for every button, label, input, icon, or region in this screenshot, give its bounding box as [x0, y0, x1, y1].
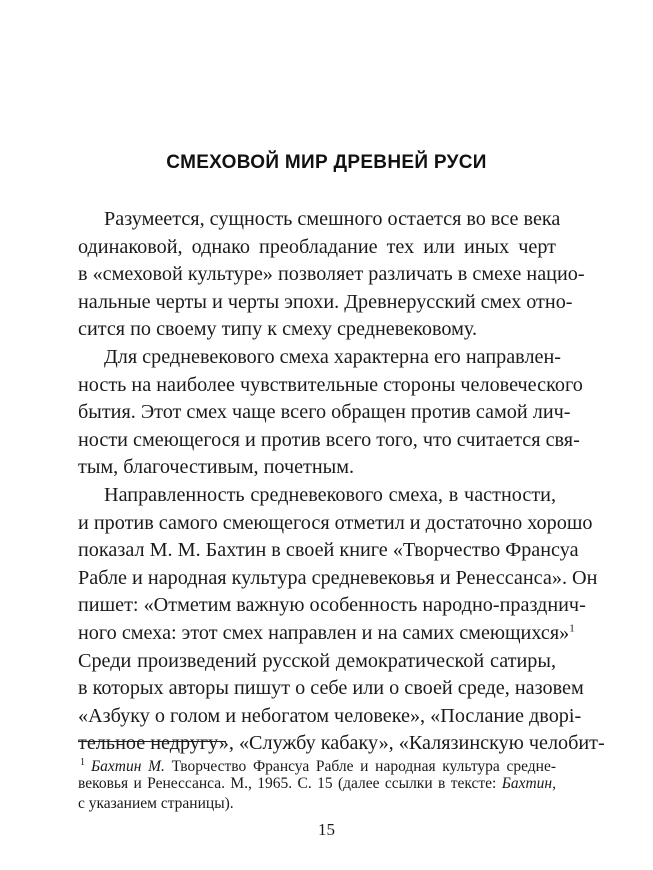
paragraph-3-line-2: и против самого смеющегося отметил и достаточно хорошо [78, 511, 593, 534]
footnote-line-3: с указанием страницы). [78, 795, 234, 812]
footnote-line-2 [78, 774, 556, 795]
paragraph-1-line-2: одинаковой, однако преобладание тех или иных черт [78, 235, 556, 258]
paragraph-1-line-5: сится по своему типу к смеху средневековому. [78, 318, 477, 341]
footnote [78, 753, 556, 815]
footnote-line-2-text: вековья и Ренессанса. М., 1965. С. 15 (далее ссылки в тексте: [78, 774, 497, 792]
paragraph-3-line-4: Рабле и народная культура средневековья и Ренессанса». Он [78, 566, 598, 589]
paragraph-3-line-5: пишет: «Отметим важную особенность народно-празднич- [78, 594, 586, 617]
paragraph-3-line-1: Направленность средневекового смеха, в частности, [104, 483, 556, 506]
footnote-divider [78, 741, 226, 742]
paragraph-1-line-1: Разумеется, сущность смешного остается во все века [104, 208, 561, 230]
paragraph-3-line-3: показал М. М. Бахтин в своей книге «Творчество Франсуа [78, 539, 579, 562]
paragraph-2-line-2: ность на наиболее чувствительные стороны человеческого [78, 373, 583, 396]
footnote-line-1 [78, 753, 556, 774]
paragraph-2-line-4: ности смеющегося и против всего того, что считается свя- [78, 428, 580, 451]
footnote-author: Бахтин М. [91, 758, 165, 776]
paragraph-3-line-7: Среди произведений русской демократической сатиры, [78, 649, 556, 672]
footnote-line-2-italic: Бахтин, [501, 774, 556, 792]
paragraph-1-line-4: нальные черты и черты эпохи. Древнерусский смех отно- [78, 290, 573, 313]
chapter-title: СМЕХОВОЙ МИР ДРЕВНЕЙ РУСИ [166, 152, 487, 173]
paragraph-3-line-10: тельное недругу», «Службу кабаку», «Калязинскую челобит- [78, 732, 605, 755]
paragraph-3-line-8: в которых авторы пишут о себе или о своей среде, назовем [78, 677, 584, 700]
paragraph-1-line-3: в «смеховой культуре» позволяет различать в смехе нацио- [78, 263, 585, 286]
paragraph-3-line-9: «Азбуку о голом и небогатом человеке», «Послание дворi- [78, 704, 582, 727]
body-text [78, 206, 605, 758]
paragraph-2-line-3: бытия. Этот смех чаще всего обращен против самой лич- [78, 401, 571, 424]
page-number: 15 [318, 820, 335, 839]
footnote-reference[interactable]: 1 [569, 622, 575, 635]
paragraph-2-line-5: тым, благочестивым, почетным. [78, 456, 355, 479]
paragraph-3-line-6-text: ного смеха: этот смех направлен и на самих смеющихся» [78, 621, 570, 644]
footnote-line-1-rest: Творчество Франсуа Рабле и народная культура средне- [171, 758, 556, 776]
paragraph-2-line-1: Для средневекового смеха характерна его направлен- [104, 345, 562, 368]
paragraph-3-line-6 [78, 620, 575, 648]
footnote-mark: 1 [80, 757, 85, 768]
